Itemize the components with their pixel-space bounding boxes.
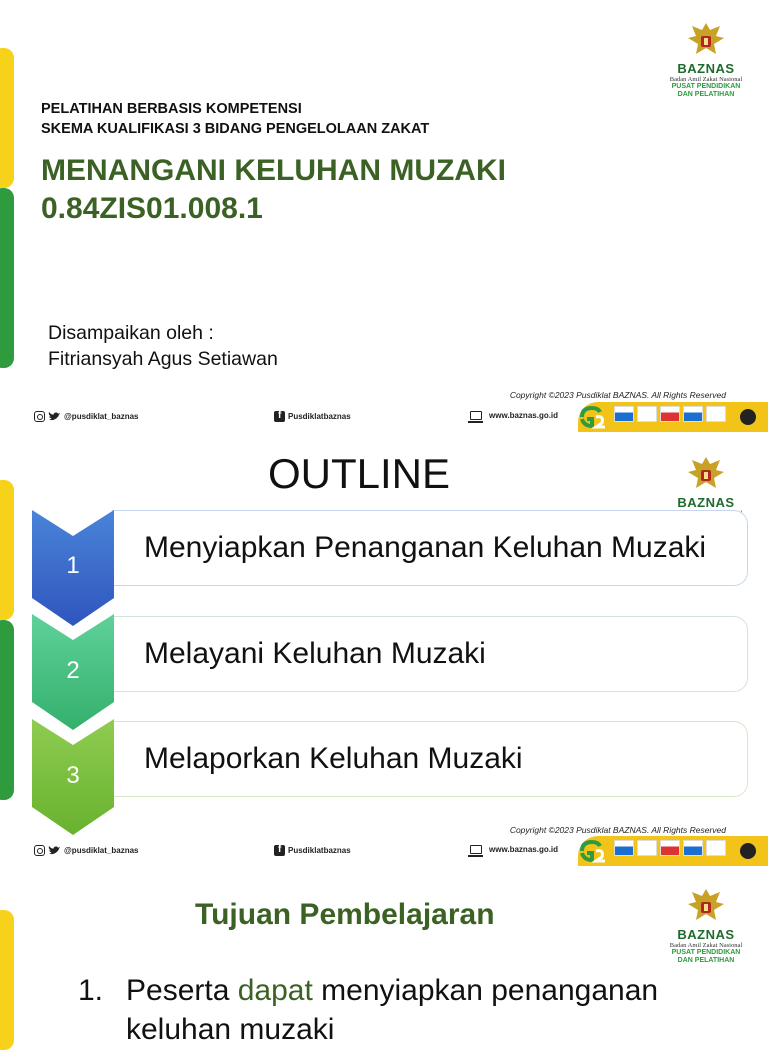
objective-number: 1. <box>78 974 104 1007</box>
garuda-emblem-icon <box>686 20 726 60</box>
laptop-icon <box>470 845 482 854</box>
edge-accent-green <box>0 620 14 800</box>
partner-logos-strip <box>578 836 768 866</box>
website-link[interactable] <box>470 845 558 854</box>
unit-code: 0.84ZIS01.008.1 <box>41 192 263 225</box>
edge-accent-yellow <box>0 910 14 1050</box>
objective-highlight: dapat <box>237 974 313 1007</box>
outline-item-label: Menyiapkan Penanganan Keluhan Muzaki <box>144 531 707 564</box>
logo-unit-line2: DAN PELATIHAN <box>677 91 735 98</box>
badge-icon <box>637 406 657 422</box>
badge-icon <box>660 406 680 422</box>
instagram-icon <box>34 411 45 422</box>
badge-icon <box>614 406 634 422</box>
footer-bar <box>0 402 768 432</box>
certification-badges <box>614 840 726 856</box>
presenter-name: Fitriansyah Agus Setiawan <box>48 348 278 370</box>
logo-subtitle: Badan Amil Zakat Nasional <box>669 76 743 83</box>
copyright-text: Copyright ©2023 Pusdiklat BAZNAS. All Rights Reserved <box>509 390 726 400</box>
objective-item-1 <box>78 974 658 1008</box>
copyright-text: Copyright ©2023 Pusdiklat BAZNAS. All Rights Reserved <box>509 825 726 835</box>
facebook-handle: Pusdiklatbaznas <box>288 846 351 855</box>
twitter-icon <box>48 845 61 856</box>
slide-title <box>0 0 768 432</box>
instagram-icon <box>34 845 45 856</box>
outline-item-1 <box>112 510 748 586</box>
outline-number-3: 3 <box>66 762 80 789</box>
outline-number-1: 1 <box>66 552 80 579</box>
training-subtitle-1: PELATIHAN BERBASIS KOMPETENSI <box>41 101 302 117</box>
social-handle: @pusdiklat_baznas <box>64 846 139 855</box>
section-title: Tujuan Pembelajaran <box>195 898 495 931</box>
logo-brand: BAZNAS <box>677 927 735 942</box>
edge-accent-green <box>0 188 14 368</box>
badge-icon <box>683 406 703 422</box>
objective-continuation: keluhan muzaki <box>126 1013 335 1046</box>
outline-item-label: Melaporkan Keluhan Muzaki <box>144 742 523 775</box>
footer-bar <box>0 836 768 866</box>
objective-text-after: menyiapkan penanganan <box>312 974 659 1007</box>
badge-icon <box>706 406 726 422</box>
outline-number-2: 2 <box>66 657 80 684</box>
outline-item-3 <box>112 721 748 797</box>
badge-icon <box>614 840 634 856</box>
g20-logo-icon <box>578 839 608 863</box>
badge-icon <box>660 840 680 856</box>
social-handle: @pusdiklat_baznas <box>64 412 139 421</box>
slide-learning-objectives <box>0 870 768 1046</box>
laptop-icon <box>470 411 482 420</box>
facebook-icon <box>274 411 285 422</box>
certification-badges <box>614 406 726 422</box>
logo-subtitle: Badan Amil Zakat Nasional <box>669 942 743 949</box>
presented-by-label: Disampaikan oleh : <box>48 322 214 344</box>
logo-brand: BAZNAS <box>677 495 735 510</box>
facebook-link[interactable] <box>274 845 351 856</box>
website-url: www.baznas.go.id <box>489 411 559 420</box>
baznas-logo <box>651 20 761 99</box>
partner-logos-strip <box>578 402 768 432</box>
g20-logo-icon <box>578 405 608 429</box>
twitter-icon <box>48 411 61 422</box>
facebook-icon <box>274 845 285 856</box>
logo-unit-line2: DAN PELATIHAN <box>677 957 735 964</box>
website-url: www.baznas.go.id <box>489 845 559 854</box>
training-subtitle-2: SKEMA KUALIFIKASI 3 BIDANG PENGELOLAAN ZAKAT <box>41 121 430 137</box>
seal-icon <box>738 407 758 427</box>
website-link[interactable] <box>470 411 558 420</box>
baznas-logo <box>651 886 761 965</box>
outline-title: OUTLINE <box>267 450 451 497</box>
seal-icon <box>738 841 758 861</box>
garuda-emblem-icon <box>686 886 726 926</box>
page-title: MENANGANI KELUHAN MUZAKI <box>41 154 506 187</box>
edge-accent-yellow <box>0 480 14 620</box>
outline-item-2 <box>112 616 748 692</box>
edge-accent-yellow <box>0 48 14 188</box>
slide-outline <box>0 436 768 868</box>
badge-icon <box>706 840 726 856</box>
facebook-link[interactable] <box>274 411 351 422</box>
objective-text-before: Peserta <box>126 974 238 1007</box>
badge-icon <box>683 840 703 856</box>
logo-brand: BAZNAS <box>677 61 735 76</box>
outline-item-label: Melayani Keluhan Muzaki <box>144 637 486 670</box>
logo-unit-line1: PUSAT PENDIDIKAN <box>671 949 741 956</box>
badge-icon <box>637 840 657 856</box>
social-link[interactable] <box>34 411 139 422</box>
social-link[interactable] <box>34 845 139 856</box>
logo-unit-line1: PUSAT PENDIDIKAN <box>671 83 741 90</box>
facebook-handle: Pusdiklatbaznas <box>288 412 351 421</box>
